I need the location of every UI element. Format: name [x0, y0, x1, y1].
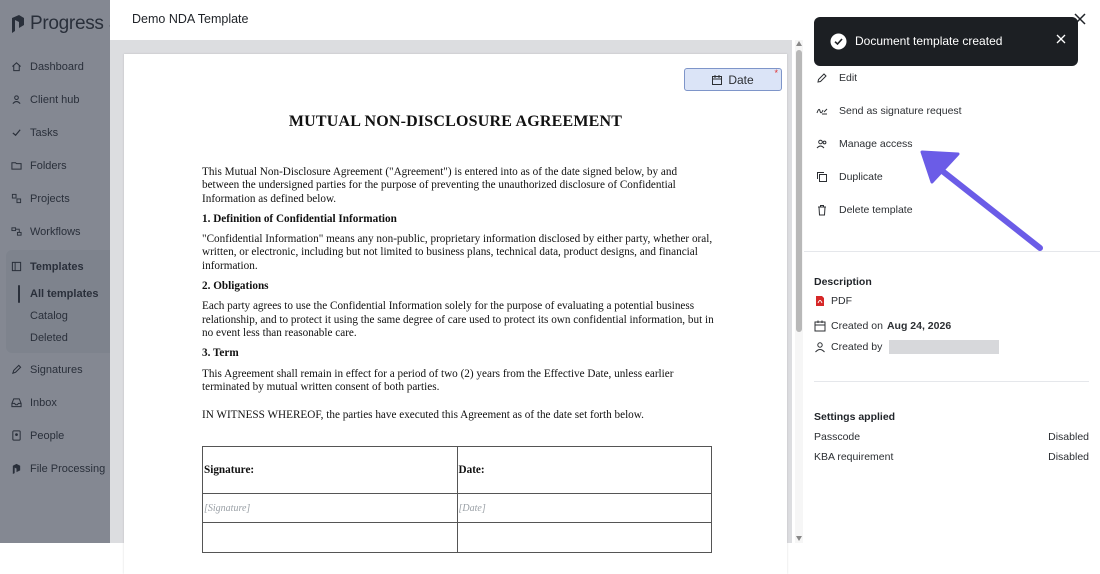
required-marker: * [774, 68, 778, 78]
scrollbar-thumb[interactable] [796, 50, 802, 332]
manage-access-button[interactable] [816, 138, 913, 150]
signature-table [202, 446, 712, 553]
intro-paragraph: This Mutual Non-Disclosure Agreement ("Agreement") is entered into as of the date signed below, by and between the undersigned parties for the purpose of preventing the unauthorized disclosure of Confidential Information as defined below. [202, 166, 678, 205]
send-signature-request-button[interactable] [816, 105, 962, 117]
divider [804, 251, 1100, 252]
section-body: "Confidential Information" means any non-public, proprietary information disclosed by either party, whether oral, written, or electronic, including but not limited to business plans, technical data, product designs, and financial information. [202, 233, 713, 272]
template-details-panel [804, 40, 1100, 543]
calendar-icon [712, 75, 722, 85]
document-page [124, 54, 787, 574]
toast-close-icon[interactable] [1055, 33, 1067, 45]
people-icon [816, 138, 828, 150]
signature-icon [816, 105, 828, 117]
action-label: Duplicate [839, 171, 883, 183]
scroll-up-arrow[interactable] [796, 41, 802, 46]
modal-title: Demo NDA Template [132, 12, 249, 26]
section-body: Each party agrees to use the Confidential Information solely for the purpose of evaluating a potential business relationship, and to protect it using the same degree of care used to protect its own confidential information, but in no event less than reasonable care. [202, 300, 714, 339]
duplicate-button[interactable] [816, 171, 883, 183]
success-toast [814, 17, 1078, 66]
action-label: Edit [839, 72, 858, 84]
table-cell [457, 523, 711, 553]
delete-template-button[interactable] [816, 204, 913, 216]
trash-icon [816, 204, 828, 216]
created-on-label: Created on [831, 320, 883, 332]
document-viewer[interactable] [110, 40, 792, 543]
created-on-value: Aug 24, 2026 [886, 320, 952, 332]
date-field[interactable] [684, 68, 782, 91]
calendar-icon [814, 320, 826, 332]
setting-row-passcode [814, 431, 1089, 443]
scroll-down-arrow[interactable] [796, 536, 802, 541]
date-placeholder: [Date] [457, 494, 711, 523]
setting-value: Disabled [1048, 431, 1089, 443]
document-body [202, 166, 714, 429]
file-type-row [814, 295, 852, 307]
signature-placeholder: [Signature] [203, 494, 458, 523]
template-preview-modal [110, 0, 1100, 543]
edit-button[interactable] [816, 72, 857, 84]
description-title: Description [814, 276, 872, 288]
document-scrollbar[interactable] [795, 40, 803, 543]
file-type: PDF [831, 295, 852, 307]
setting-name: KBA requirement [814, 451, 894, 463]
action-label: Send as signature request [839, 105, 962, 117]
table-cell [203, 523, 458, 553]
created-by-label: Created by [831, 341, 883, 353]
divider [814, 381, 1089, 382]
signature-header: Signature: [203, 447, 458, 494]
copy-icon [816, 171, 828, 183]
toast-message: Document template created [855, 34, 1003, 48]
date-header: Date: [457, 447, 711, 494]
modal-backdrop[interactable] [0, 0, 110, 543]
action-label: Delete template [839, 204, 913, 216]
document-title: MUTUAL NON-DISCLOSURE AGREEMENT [288, 113, 623, 130]
setting-value: Disabled [1048, 451, 1089, 463]
section-heading: 1. Definition of Confidential Information [202, 212, 397, 225]
created-by-row [814, 340, 999, 354]
section-heading: 3. Term [202, 347, 239, 360]
setting-name: Passcode [814, 431, 861, 443]
redacted-creator-name [889, 340, 999, 354]
user-icon [814, 341, 826, 353]
setting-row-kba [814, 451, 1089, 463]
pdf-icon [814, 295, 826, 307]
created-on-row [814, 320, 951, 332]
witness-paragraph: IN WITNESS WHEREOF, the parties have executed this Agreement as of the date set forth below. [202, 409, 644, 422]
section-heading: 2. Obligations [202, 280, 269, 293]
action-label: Manage access [839, 138, 913, 150]
check-circle-icon [830, 33, 847, 50]
settings-title: Settings applied [814, 411, 896, 423]
date-field-label: Date [728, 72, 754, 87]
section-body: This Agreement shall remain in effect for a period of two (2) years from the Effective Date, unless earlier terminated by mutual written consent of both parties. [202, 367, 674, 393]
pencil-icon [816, 72, 828, 84]
